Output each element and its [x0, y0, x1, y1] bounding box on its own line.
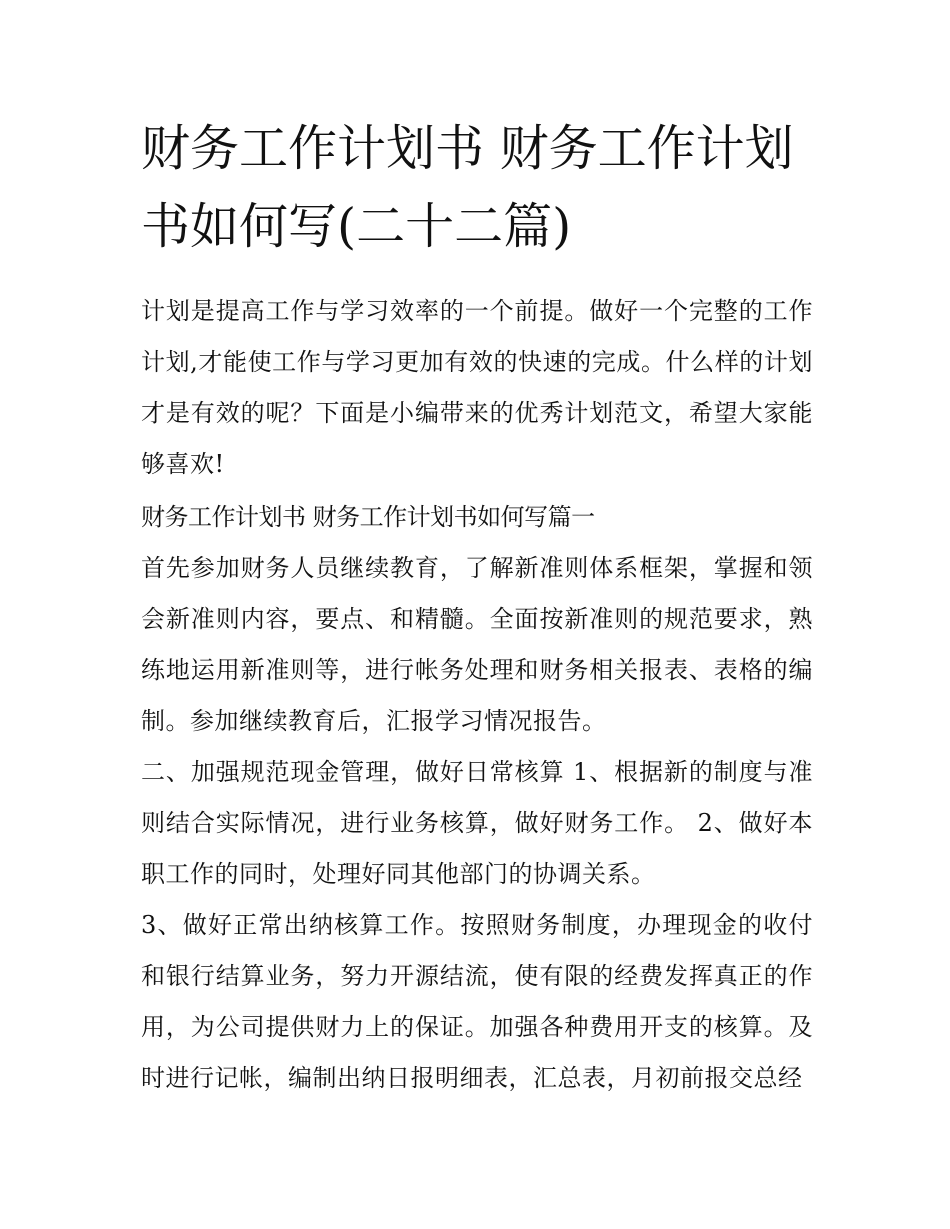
- body-paragraph-3: 3、做好正常出纳核算工作。按照财务制度，办理现金的收付和银行结算业务，努力开源结流，使有限的经费发挥真正的作用，为公司提供财力上的保证。加强各种费用开支的核算。及时进行记帐，编制出纳日报明细表，汇总表，月初前报交总经: [141, 911, 813, 1092]
- document-title: 财务工作计划书 财务工作计划书如何写(二十二篇): [141, 120, 794, 255]
- intro-paragraph: 计划是提高工作与学习效率的一个前提。做好一个完整的工作计划,才能使工作与学习更加有效的快速的完成。什么样的计划才是有效的呢？下面是小编带来的优秀计划范文，希望大家能够喜欢!: [141, 297, 813, 478]
- body-paragraph-1: 首先参加财务人员继续教育，了解新准则体系框架，掌握和领会新准则内容，要点、和精髓。全面按新准则的规范要求，熟练地运用新准则等，进行帐务处理和财务相关报表、表格的编制。参加继续教育后，汇报学习情况报告。: [141, 554, 813, 735]
- section-heading: 财务工作计划书 财务工作计划书如何写篇一: [141, 503, 595, 531]
- body-paragraph-2: 二、加强规范现金管理，做好日常核算 1、根据新的制度与准则结合实际情况，进行业务核算，做好财务工作。 2、做好本职工作的同时，处理好同其他部门的协调关系。: [141, 758, 813, 888]
- document-body: [141, 110, 813, 1104]
